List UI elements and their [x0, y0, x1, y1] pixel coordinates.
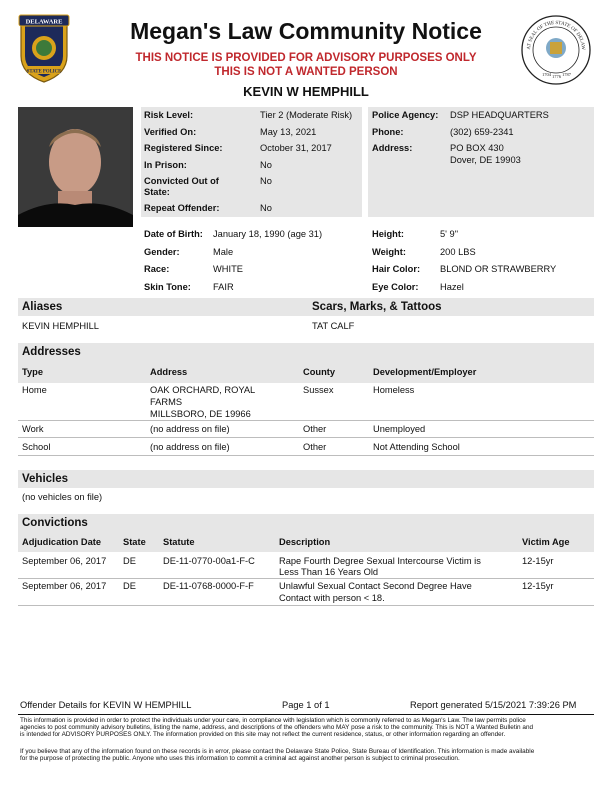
address-row-line: (no address on file)	[150, 442, 230, 452]
field-label: Risk Level:	[144, 110, 194, 120]
footer-page-number: Page 1 of 1	[282, 700, 330, 710]
svg-text:STATE POLICE: STATE POLICE	[26, 69, 62, 75]
conviction-col-statute: Statute	[163, 537, 195, 547]
conviction-state: DE	[123, 556, 136, 566]
aliases-header	[18, 298, 594, 316]
field-label: In Prison:	[144, 159, 187, 170]
row-divider	[18, 578, 594, 579]
conviction-col-victim-age: Victim Age	[522, 537, 570, 547]
row-divider	[18, 420, 594, 421]
field-label: Verified On:	[144, 126, 197, 137]
address-row-type: Home	[22, 385, 47, 395]
conviction-state: DE	[123, 581, 136, 591]
address-col-county: County	[303, 367, 336, 377]
field-value: No	[260, 202, 272, 213]
addresses-header	[18, 343, 594, 383]
offender-photo	[18, 107, 133, 227]
field-label: Skin Tone:	[144, 281, 191, 292]
smt-value: TAT CALF	[312, 321, 355, 331]
svg-text:1776: 1776	[552, 74, 561, 79]
field-label: Eye Color:	[372, 281, 419, 292]
phone-label: Phone:	[372, 127, 404, 137]
not-wanted-notice: THIS IS NOT A WANTED PERSON	[214, 66, 398, 78]
address-row-type: School	[22, 442, 51, 452]
conviction-description: Contact with person < 18.	[279, 593, 385, 603]
field-value: 200 LBS	[440, 246, 476, 257]
phone-value: (302) 659-2341	[450, 127, 514, 137]
field-label: Date of Birth:	[144, 229, 203, 239]
conviction-victim-age: 12-15yr	[522, 556, 554, 566]
smt-heading: Scars, Marks, & Tattoos	[312, 301, 442, 313]
agency-address-label: Address:	[372, 143, 413, 153]
field-label: Race:	[144, 264, 170, 274]
address-row-type: Work	[22, 424, 44, 434]
conviction-statute: DE-11-0768-0000-F-F	[163, 581, 254, 591]
conviction-description: Less Than 16 Years Old	[279, 567, 379, 577]
address-row-employer: Homeless	[373, 385, 415, 395]
field-value: Tier 2 (Moderate Risk)	[260, 110, 353, 120]
vehicles-value: (no vehicles on file)	[22, 492, 103, 502]
row-divider	[18, 437, 594, 438]
disclaimer-line: for the purpose of protecting the public. Anyone who uses this information to commit a criminal act against another person is subject to criminal prosecution.	[20, 755, 460, 762]
conviction-col-date: Adjudication Date	[22, 537, 102, 547]
addresses-heading: Addresses	[22, 346, 81, 358]
row-divider	[18, 605, 594, 606]
address-row-line: OAK ORCHARD, ROYAL	[150, 385, 256, 395]
disclaimer-line: is intended for ADVISORY PURPOSES ONLY. The information provided on this site may not reflect the current residence, status, or other information regarding an offender.	[20, 731, 506, 738]
address-row-county: Other	[303, 442, 327, 452]
aliases-heading: Aliases	[22, 301, 63, 313]
footer-generated: Report generated 5/15/2021 7:39:26 PM	[410, 700, 577, 710]
agency-value: DSP HEADQUARTERS	[450, 110, 549, 120]
field-value: FAIR	[213, 281, 234, 292]
convictions-heading: Convictions	[22, 517, 88, 529]
svg-text:1787: 1787	[562, 72, 571, 77]
disclaimer-line: If you believe that any of the information found on these records is in error, please contact the Delaware State Police, State Bureau of Identification. This information is made available	[20, 748, 535, 755]
address-row-county: Sussex	[303, 385, 334, 395]
field-value: WHITE	[213, 264, 243, 274]
address-col-type: Type	[22, 367, 44, 377]
field-value: October 31, 2017	[260, 143, 332, 153]
state-seal	[520, 14, 592, 86]
address-col-address: Address	[150, 367, 188, 377]
field-value: Male	[213, 246, 234, 257]
conviction-description: Unlawful Sexual Contact Second Degree Have	[279, 581, 472, 591]
svg-text:DELAWARE: DELAWARE	[25, 18, 63, 26]
conviction-date: September 06, 2017	[22, 581, 107, 591]
footer-offender-details: Offender Details for KEVIN W HEMPHILL	[20, 700, 192, 710]
row-divider	[18, 455, 594, 456]
field-label: Weight:	[372, 246, 406, 257]
address-row-county: Other	[303, 424, 327, 434]
agency-address-line2: Dover, DE 19903	[450, 155, 521, 165]
field-label: Registered Since:	[144, 143, 223, 153]
page-title: Megan's Law Community Notice	[130, 18, 482, 44]
field-value: January 18, 1990 (age 31)	[213, 229, 323, 239]
address-col-employer: Development/Employer	[373, 367, 477, 377]
field-value: May 13, 2021	[260, 126, 317, 137]
field-value: No	[260, 176, 272, 186]
conviction-date: September 06, 2017	[22, 556, 107, 566]
conviction-col-state: State	[123, 537, 146, 547]
disclaimer-line: This information is provided in order to protect the individuals under your care, in compliance with legislation which is commonly referred to as Megan's Law. The law permits police	[20, 717, 526, 724]
field-label: Gender:	[144, 246, 180, 257]
field-value: BLOND OR STRAWBERRY	[440, 264, 557, 274]
field-label: Height:	[372, 229, 405, 239]
field-label: Convicted Out of State:	[144, 176, 219, 197]
field-label: Hair Color:	[372, 264, 421, 274]
vehicles-heading: Vehicles	[22, 473, 69, 485]
offender-name: KEVIN W HEMPHILL	[243, 84, 369, 99]
field-value: 5' 9"	[440, 229, 458, 239]
svg-text:1704: 1704	[542, 72, 551, 77]
alias-value: KEVIN HEMPHILL	[22, 321, 99, 331]
field-value: No	[260, 159, 272, 170]
address-row-line: FARMS	[150, 397, 183, 407]
address-row-line: MILLSBORO, DE 19966	[150, 409, 251, 419]
conviction-statute: DE-11-0770-00a1-F-C	[163, 556, 255, 566]
svg-text:GREAT SEAL OF THE STATE OF DEL: AT SEAL OF THE STATE OF DELAW	[526, 20, 586, 50]
field-value: Hazel	[440, 281, 464, 292]
conviction-victim-age: 12-15yr	[522, 581, 554, 591]
agency-label: Police Agency:	[372, 110, 439, 120]
footer-divider	[18, 714, 594, 715]
field-label: Repeat Offender:	[144, 202, 220, 213]
conviction-description: Rape Fourth Degree Sexual Intercourse Victim is	[279, 556, 481, 566]
vehicles-header	[18, 470, 594, 488]
address-row-employer: Not Attending School	[373, 442, 460, 452]
address-row-line: (no address on file)	[150, 424, 230, 434]
conviction-col-description: Description	[279, 537, 331, 547]
address-row-employer: Unemployed	[373, 424, 426, 434]
agency-address-line1: PO BOX 430	[450, 143, 504, 153]
advisory-notice: THIS NOTICE IS PROVIDED FOR ADVISORY PURPOSES ONLY	[135, 52, 477, 64]
disclaimer-line: agencies to post community advisory bulletins, listing the name, address, and descriptions of the offenders who MAY pose a risk to the community. This is NOT a Wanted Bulletin and	[20, 724, 534, 731]
